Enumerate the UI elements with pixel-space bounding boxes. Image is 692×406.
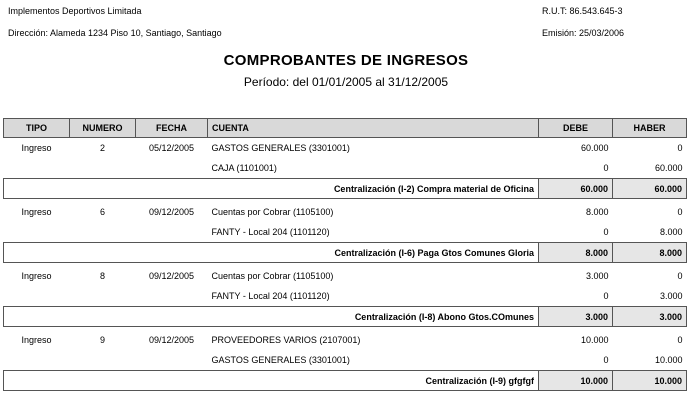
centralization-haber: 3.000	[613, 307, 687, 327]
cell-tipo: Ingreso	[21, 143, 52, 153]
cell-tipo: Ingreso	[21, 207, 52, 217]
table-header-row	[4, 119, 687, 138]
cell-debe: 0	[603, 227, 609, 237]
company-address: Dirección: Alameda 1234 Piso 10, Santiago, Santiago	[8, 28, 222, 38]
cell-haber: 60.000	[654, 163, 683, 173]
cell-tipo: Ingreso	[21, 335, 52, 345]
cell-numero: 2	[99, 143, 105, 153]
cell-fecha	[136, 286, 208, 307]
cell-tipo	[4, 350, 70, 371]
cell-debe: 0	[603, 355, 609, 365]
centralization-haber: 60.000	[613, 179, 687, 199]
cell-debe: 8.000	[585, 207, 609, 217]
table-row	[4, 138, 687, 159]
cell-haber: 0	[677, 271, 683, 281]
cell-fecha: 05/12/2005	[148, 143, 195, 153]
column-header-debe: DEBE	[539, 119, 613, 138]
centralization-label: Centralización (I-2) Compra material de Oficina	[4, 179, 539, 199]
cell-debe: 60.000	[580, 143, 609, 153]
cell-fecha	[136, 350, 208, 371]
vouchers-table	[3, 118, 687, 391]
cell-fecha	[136, 158, 208, 179]
table-row	[4, 350, 687, 371]
company-rut: R.U.T: 86.543.645-3	[542, 6, 623, 16]
cell-cuenta: GASTOS GENERALES (3301001)	[211, 143, 350, 153]
cell-cuenta: FANTY - Local 204 (1101120)	[211, 291, 330, 301]
cell-fecha: 09/12/2005	[148, 335, 195, 345]
cell-cuenta: CAJA (1101001)	[211, 163, 277, 173]
cell-cuenta: Cuentas por Cobrar (1105100)	[211, 271, 334, 281]
cell-numero	[70, 350, 136, 371]
table-row	[4, 330, 687, 350]
table-row	[4, 202, 687, 222]
centralization-label: Centralización (I-8) Abono Gtos.COmunes	[4, 307, 539, 327]
report-period: Período: del 01/01/2005 al 31/12/2005	[243, 75, 449, 89]
centralization-debe: 60.000	[539, 179, 613, 199]
cell-tipo	[4, 222, 70, 243]
cell-numero: 9	[99, 335, 105, 345]
cell-cuenta: FANTY - Local 204 (1101120)	[211, 227, 330, 237]
centralization-row	[4, 179, 687, 199]
cell-tipo	[4, 158, 70, 179]
column-header-fecha: FECHA	[136, 119, 208, 138]
centralization-row	[4, 371, 687, 391]
centralization-haber: 10.000	[613, 371, 687, 391]
cell-debe: 0	[603, 291, 609, 301]
table-row	[4, 286, 687, 307]
cell-numero	[70, 158, 136, 179]
cell-tipo: Ingreso	[21, 271, 52, 281]
report-title: COMPROBANTES DE INGRESOS	[223, 52, 469, 69]
cell-haber: 0	[677, 335, 683, 345]
centralization-label: Centralización (I-6) Paga Gtos Comunes Gloria	[4, 243, 539, 263]
cell-fecha: 09/12/2005	[148, 271, 195, 281]
cell-tipo	[4, 286, 70, 307]
cell-haber: 10.000	[654, 355, 683, 365]
cell-numero	[70, 286, 136, 307]
cell-haber: 0	[677, 207, 683, 217]
table-row	[4, 222, 687, 243]
cell-numero: 6	[99, 207, 105, 217]
cell-cuenta: Cuentas por Cobrar (1105100)	[211, 207, 334, 217]
column-header-cuenta: CUENTA	[208, 119, 539, 138]
centralization-debe: 3.000	[539, 307, 613, 327]
company-name: Implementos Deportivos Limitada	[8, 6, 142, 16]
cell-cuenta: GASTOS GENERALES (3301001)	[211, 355, 350, 365]
centralization-label: Centralización (I-9) gfgfgf	[4, 371, 539, 391]
cell-fecha: 09/12/2005	[148, 207, 195, 217]
centralization-debe: 10.000	[539, 371, 613, 391]
centralization-debe: 8.000	[539, 243, 613, 263]
cell-haber: 3.000	[659, 291, 683, 301]
cell-numero	[70, 222, 136, 243]
cell-numero: 8	[99, 271, 105, 281]
cell-cuenta: PROVEEDORES VARIOS (2107001)	[211, 335, 361, 345]
cell-debe: 0	[603, 163, 609, 173]
table-row	[4, 158, 687, 179]
column-header-haber: HABER	[613, 119, 687, 138]
centralization-row	[4, 243, 687, 263]
table-row	[4, 266, 687, 286]
centralization-haber: 8.000	[613, 243, 687, 263]
column-header-numero: NUMERO	[70, 119, 136, 138]
cell-debe: 10.000	[580, 335, 609, 345]
cell-haber: 8.000	[659, 227, 683, 237]
cell-haber: 0	[677, 143, 683, 153]
cell-debe: 3.000	[585, 271, 609, 281]
cell-fecha	[136, 222, 208, 243]
issue-date: Emisión: 25/03/2006	[542, 28, 625, 38]
centralization-row	[4, 307, 687, 327]
column-header-tipo: TIPO	[4, 119, 70, 138]
